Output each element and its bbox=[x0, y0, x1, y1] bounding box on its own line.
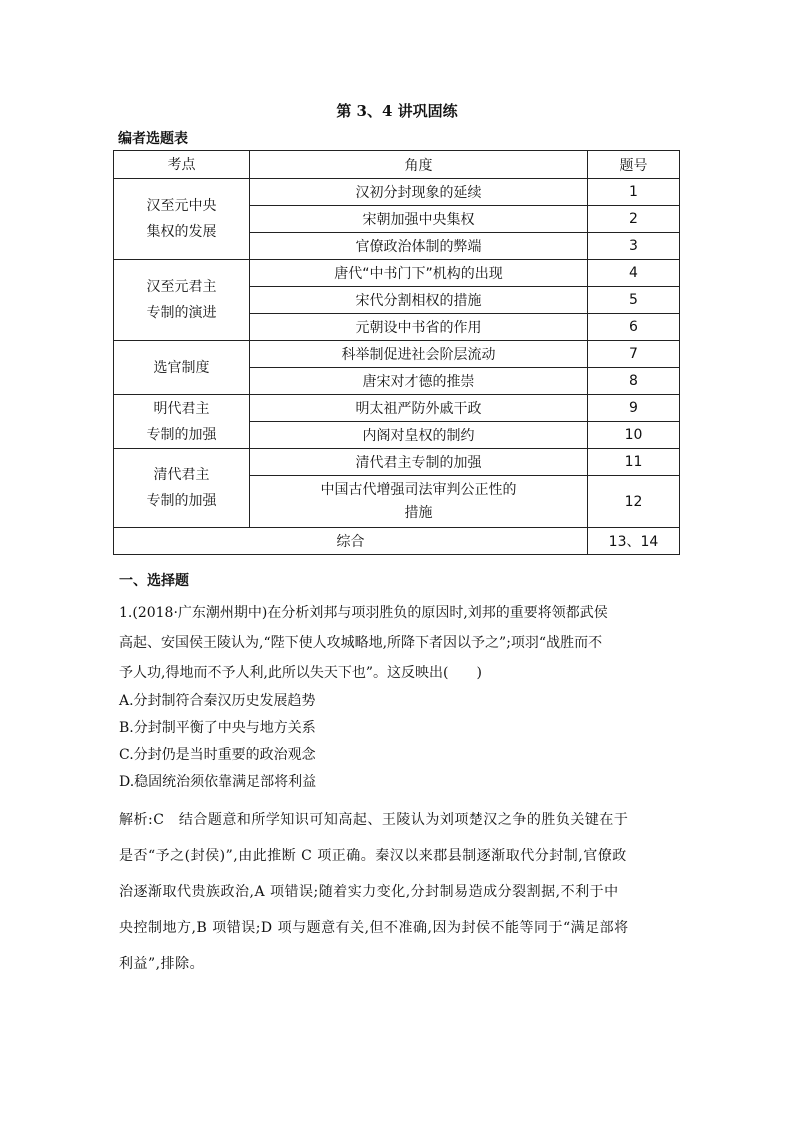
topic-cell bbox=[114, 260, 250, 341]
topic-line: 选官制度 bbox=[153, 359, 210, 376]
table-row bbox=[114, 449, 680, 476]
analysis bbox=[119, 802, 679, 982]
angle-cell: 清代君主专制的加强 bbox=[250, 449, 588, 476]
topic-line: 明代君主 bbox=[153, 400, 210, 417]
topic-line: 汉至元中央 bbox=[146, 198, 217, 214]
topic-line: 专制的加强 bbox=[146, 426, 217, 443]
number-cell: 6 bbox=[588, 314, 680, 341]
topic-line: 汉至元君主 bbox=[146, 279, 217, 295]
table-caption: 编者选题表 bbox=[118, 131, 188, 147]
angle-line: 中国古代增强司法审判公正性的 bbox=[320, 481, 517, 498]
number-cell: 1 bbox=[588, 179, 680, 206]
section-heading: 一、选择题 bbox=[119, 573, 189, 589]
question-options bbox=[119, 688, 679, 796]
summary-number: 13、14 bbox=[588, 528, 680, 555]
table-row bbox=[114, 260, 680, 287]
topic-line: 集权的发展 bbox=[146, 224, 217, 240]
question-stem bbox=[119, 598, 679, 688]
option-c: C.分封仍是当时重要的政治观念 bbox=[119, 747, 316, 763]
table-header-row bbox=[114, 151, 680, 179]
stem-line: 1.(2018·广东潮州期中)在分析刘邦与项羽胜负的原因时,刘邦的重要将领都武侯 bbox=[119, 605, 608, 621]
stem-line: 高起、安国侯王陵认为,“陛下使人攻城略地,所降下者因以予之”;项羽“战胜而不 bbox=[119, 635, 603, 651]
angle-cell: 明太祖严防外戚干政 bbox=[250, 395, 588, 422]
topic-cell bbox=[114, 395, 250, 449]
table-row bbox=[114, 395, 680, 422]
header-topic: 考点 bbox=[114, 151, 250, 179]
summary-row bbox=[114, 528, 680, 555]
table-row bbox=[114, 341, 680, 368]
topic-cell bbox=[114, 449, 250, 528]
angle-cell: 官僚政治体制的弊端 bbox=[250, 233, 588, 260]
angle-cell: 科举制促进社会阶层流动 bbox=[250, 341, 588, 368]
analysis-line: 是否“予之(封侯)”,由此推断 C 项正确。秦汉以来郡县制逐渐取代分封制,官僚政 bbox=[119, 848, 627, 864]
angle-cell: 唐代“中书门下”机构的出现 bbox=[250, 260, 588, 287]
topic-cell bbox=[114, 179, 250, 260]
analysis-line: 利益”,排除。 bbox=[119, 956, 205, 972]
number-cell: 12 bbox=[588, 476, 680, 528]
table-row bbox=[114, 179, 680, 206]
angle-cell: 宋代分割相权的措施 bbox=[250, 287, 588, 314]
analysis-line: 解析:C 结合题意和所学知识可知高起、王陵认为刘项楚汉之争的胜负关键在于 bbox=[119, 812, 629, 828]
topic-line: 清代君主 bbox=[153, 467, 210, 483]
header-angle: 角度 bbox=[250, 151, 588, 179]
option-b: B.分封制平衡了中央与地方关系 bbox=[119, 720, 316, 736]
option-d: D.稳固统治须依靠满足部将利益 bbox=[119, 774, 317, 790]
page-title: 第 3、4 讲巩固练 bbox=[336, 102, 458, 120]
number-cell: 5 bbox=[588, 287, 680, 314]
header-number: 题号 bbox=[588, 151, 680, 179]
topic-line: 专制的演进 bbox=[146, 305, 217, 321]
number-cell: 10 bbox=[588, 422, 680, 449]
summary-label: 综合 bbox=[114, 528, 588, 555]
topic-line: 专制的加强 bbox=[146, 493, 217, 509]
number-cell: 9 bbox=[588, 395, 680, 422]
angle-cell: 元朝设中书省的作用 bbox=[250, 314, 588, 341]
analysis-line: 治逐渐取代贵族政治,A 项错误;随着实力变化,分封制易造成分裂割据,不利于中 bbox=[119, 884, 619, 900]
stem-line: 予人功,得地而不予人利,此所以失天下也”。这反映出( ) bbox=[119, 665, 482, 681]
option-a: A.分封制符合秦汉历史发展趋势 bbox=[119, 693, 316, 709]
number-cell: 4 bbox=[588, 260, 680, 287]
number-cell: 7 bbox=[588, 341, 680, 368]
angle-cell bbox=[250, 476, 588, 528]
angle-cell: 汉初分封现象的延续 bbox=[250, 179, 588, 206]
angle-cell: 内阁对皇权的制约 bbox=[250, 422, 588, 449]
analysis-line: 央控制地方,B 项错误;D 项与题意有关,但不准确,因为封侯不能等同于“满足部将 bbox=[119, 920, 629, 936]
number-cell: 2 bbox=[588, 206, 680, 233]
number-cell: 8 bbox=[588, 368, 680, 395]
angle-cell: 宋朝加强中央集权 bbox=[250, 206, 588, 233]
angle-cell: 唐宋对才德的推崇 bbox=[250, 368, 588, 395]
number-cell: 3 bbox=[588, 233, 680, 260]
topic-cell bbox=[114, 341, 250, 395]
angle-line: 措施 bbox=[404, 504, 433, 521]
topic-selection-table bbox=[113, 150, 680, 555]
number-cell: 11 bbox=[588, 449, 680, 476]
